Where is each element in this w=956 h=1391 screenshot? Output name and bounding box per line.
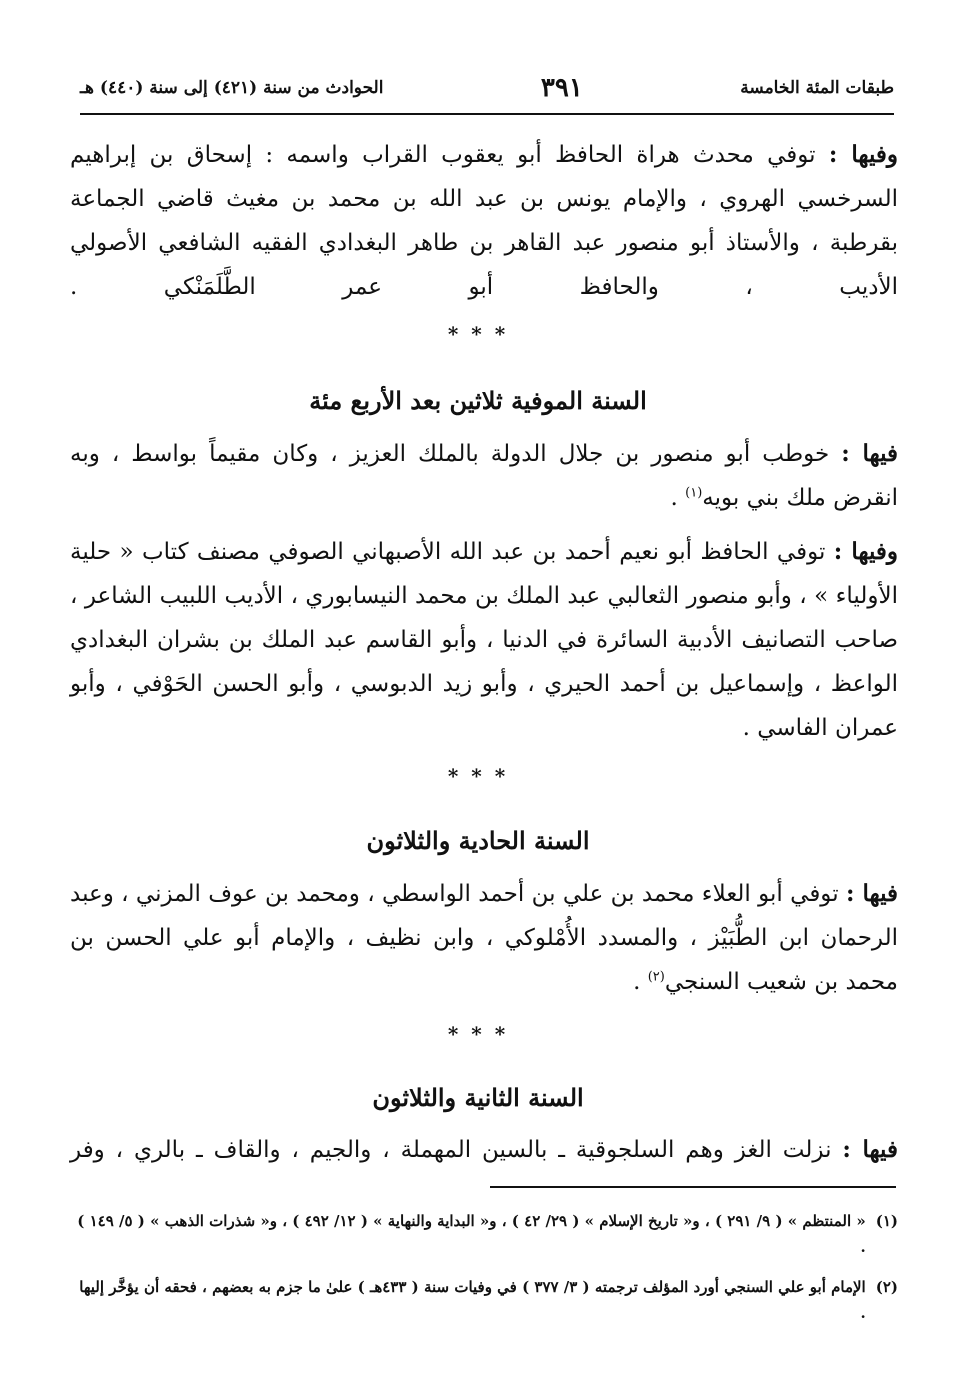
footnote-ref: (٢) — [647, 969, 665, 985]
paragraph-text: نزلت الغز وهم السلجوقية ـ بالسين المهملة ، والجيم ، والقاف ـ بالري ، وفر — [70, 1137, 843, 1163]
footnote-1 — [70, 1208, 898, 1260]
paragraph-tail: . — [633, 969, 648, 995]
paragraph-deaths-430 — [70, 530, 898, 750]
section-separator: * * * — [447, 1022, 509, 1046]
paragraph-lead: فيها : — [841, 440, 899, 467]
paragraph-text: توفي محدث هراة الحافظ أبو يعقوب القراب واسمه : إسحاق بن إبراهيم السرخسي الهروي ، والإمام يونس بن عبد الله بن محمد بن مغيث قاضي الجماعة بقرطبة ، والأستاذ أبو منصور عبد القاهر بن طاهر البغدادي الفقيه الشافعي الأصولي الأديب ، والحافظ أبو عمر الطَّلَمَنْكي . — [70, 142, 898, 300]
section-separator: * * * — [447, 322, 509, 346]
paragraph-events-430 — [70, 432, 898, 520]
section-heading: السنة الموفية ثلاثين بعد الأربع مئة — [309, 386, 647, 415]
section-heading: السنة الثانية والثلاثون — [372, 1083, 584, 1112]
paragraph-deaths-431 — [70, 872, 898, 1004]
paragraph-tail: . — [670, 485, 686, 511]
section-heading: السنة الحادية والثلاثون — [366, 826, 590, 855]
paragraph-deaths-429 — [70, 133, 898, 309]
paragraph-text: خوطب أبو منصور بن جلال الدولة بالملك العزيز ، وكان مقيماً بواسط ، وبه انقرض ملك بني بويه — [70, 441, 898, 511]
footnote-text: الإمام أبو علي السنجي أورد المؤلف ترجمته ( ٣/ ٣٧٧ ) في وفيات سنة ( ٤٣٣هـ ) علىٰ ما جزم به بعضهم ، فحقه أن يؤخَّر إليها . — [79, 1278, 866, 1322]
paragraph-lead: وفيها : — [833, 538, 898, 565]
section-separator: * * * — [447, 764, 509, 788]
header-rule — [80, 113, 894, 115]
paragraph-lead: فيها : — [845, 880, 898, 907]
footnote-number: (٢) — [875, 1278, 898, 1296]
header-book-title: طبقات المئة الخامسة — [740, 78, 894, 98]
footnote-2 — [70, 1274, 898, 1326]
footnote-rule — [490, 1186, 896, 1188]
paragraph-lead: فيها : — [842, 1136, 898, 1163]
footnote-text: « المنتظم » ( ٩/ ٢٩١ ) ، و« تاريخ الإسلام » ( ٢٩/ ٤٢ ) ، و« البداية والنهاية » ( ١٢/ ٤٩٢ ) ، و« شذرات الذهب » ( ٥/ ١٤٩ ) . — [77, 1212, 866, 1256]
footnote-number: (١) — [875, 1212, 898, 1230]
footnote-ref: (١) — [685, 485, 703, 501]
page-number: ٣٩١ — [540, 73, 583, 103]
paragraph-lead: وفيها : — [828, 141, 898, 168]
paragraph-text: توفي الحافظ أبو نعيم أحمد بن عبد الله الأصبهاني الصوفي مصنف كتاب « حلية الأولياء » ، وأبو منصور الثعالبي عبد الملك بن محمد النيسابوري ، الأديب اللبيب الشاعر ، صاحب التصانيف الأدبية السائرة في الدنيا ، وأبو القاسم عبد الملك بن بشران البغدادي الواعظ ، وإسماعيل بن أحمد الحيري ، وأبو زيد الدبوسي ، وأبو الحسن الحَوْفي ، وأبو عمران الفاسي . — [70, 539, 898, 741]
paragraph-text: توفي أبو العلاء محمد بن علي بن أحمد الواسطي ، ومحمد بن عوف المزني ، وعبد الرحمان ابن الطُّبَيْز ، والمسدد الأُمْلوكي ، وابن نظيف ، والإمام أبو علي الحسن بن محمد بن شعيب السنجي — [70, 881, 898, 995]
paragraph-events-432 — [70, 1128, 898, 1172]
running-header — [80, 72, 894, 104]
header-section-range: الحوادث من سنة (٤٢١) إلى سنة (٤٤٠) هـ — [80, 78, 384, 98]
